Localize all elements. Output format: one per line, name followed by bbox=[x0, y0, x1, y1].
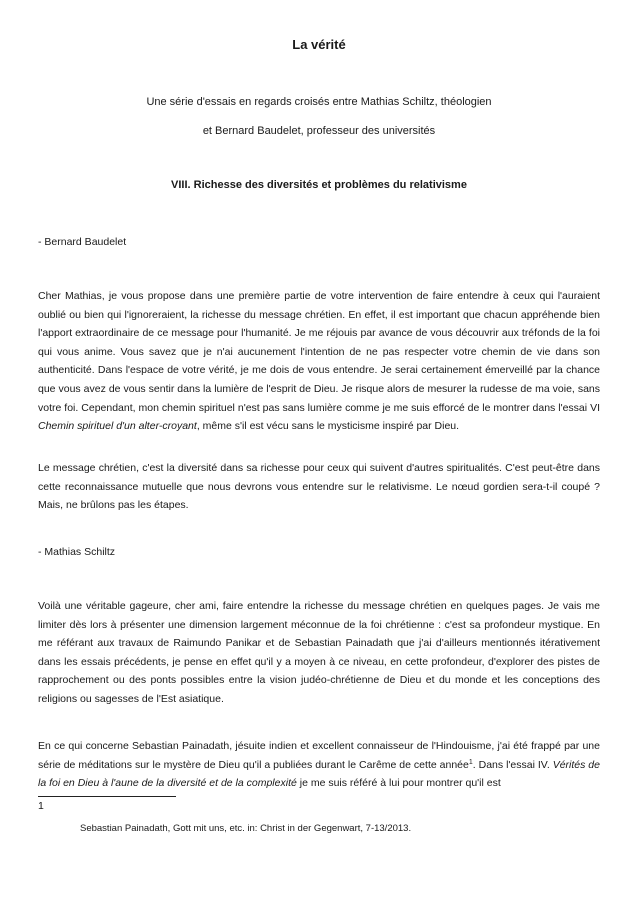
speaker-baudelet: - Bernard Baudelet bbox=[38, 236, 127, 248]
paragraph-1 bbox=[38, 287, 600, 436]
footnote-number: 1 bbox=[38, 800, 44, 812]
speaker-schiltz: - Mathias Schiltz bbox=[38, 546, 116, 558]
subtitle-line-2: et Bernard Baudelet, professeur des universités bbox=[202, 125, 436, 137]
document-title: La vérité bbox=[292, 37, 346, 52]
paragraph-4-text-a: En ce qui concerne Sebastian Painadath, jésuite indien et excellent connaisseur de l'Hindouisme, j'ai été frappé par une série de méditations sur le mystère de Dieu qu'il a publiées durant le Carême de cette année bbox=[38, 740, 600, 771]
section-title: VIII. Richesse des diversités et problèmes du relativisme bbox=[171, 179, 467, 191]
paragraph-1-text-b: , même s'il est vécu sans le mysticisme inspiré par Dieu. bbox=[196, 420, 460, 433]
footnote-reference[interactable]: 1 bbox=[468, 758, 473, 766]
paragraph-4-text-b: . Dans l'essai IV. bbox=[472, 758, 553, 771]
essay-vi-title: Chemin spirituel d'un alter-croyant bbox=[38, 420, 197, 433]
footnote-divider bbox=[38, 796, 176, 797]
footnote-text: Sebastian Painadath, Gott mit uns, etc. in: Christ in der Gegenwart, 7-13/2013. bbox=[80, 823, 412, 834]
subtitle-line-1: Une série d'essais en regards croisés entre Mathias Schiltz, théologien bbox=[146, 96, 492, 108]
paragraph-4 bbox=[38, 737, 600, 793]
paragraph-4-text-c: je me suis référé à lui pour montrer qu'il est bbox=[296, 777, 501, 790]
paragraph-1-text-a: Cher Mathias, je vous propose dans une première partie de votre intervention de faire entendre à ceux qui l'auraient oublié ou bien qui l'ignoreraient, la richesse du message chrétien. En effet, il est important que chacun appréhende bien l'apport extraordinaire de ce message pour l'humanité. Je me réjouis par avance de vous découvrir aux tréfonds de la foi qui vous anime. Vous savez que je n'ai aucunement l'intention de ne pas respecter votre chemin de vie dans son authenticité. Dans l'espace de votre vérité, je me dois de vous entendre. Je serai certainement émerveillé par la chance que vous avez de vous sentir dans la lumière de l'esprit de Dieu. Je risque alors de mesurer la rudesse de ma voie, sans votre foi. Cependant, mon chemin spirituel n'est pas sans lumière comme je me suis efforcé de le montrer dans l'essai VI bbox=[38, 290, 600, 414]
paragraph-3: Voilà une véritable gageure, cher ami, faire entendre la richesse du message chrétien en quelques pages. Je vais me limiter dès lors à présenter une dimension largement méconnue de la foi chrétienne : c'est sa profondeur mystique. En me référant aux travaux de Raimundo Panikar et de Sebastian Painadath que j'ai d'ailleurs mentionnés itérativement dans les essais précédents, je pense en effet qu'il y a moyen à ce niveau, en cette profondeur, d'explorer des pistes de rapprochement ou des ponts possibles entre la vision judéo-chrétienne de Dieu et du monde et les conceptions des religions ou sagesses de l'Est asiatique. bbox=[38, 600, 600, 705]
essay-iv-title: Vérités de la foi en Dieu à l'aune de la diversité et de la complexité bbox=[38, 758, 600, 790]
paragraph-2: Le message chrétien, c'est la diversité dans sa richesse pour ceux qui suivent d'autres spiritualités. C'est peut-être dans cette reconnaissance mutuelle que nous devrons vous entendre sur le relativisme. Le nœud gordien sera-t-il coupé ? Mais, ne brûlons pas les étapes. bbox=[38, 462, 600, 512]
